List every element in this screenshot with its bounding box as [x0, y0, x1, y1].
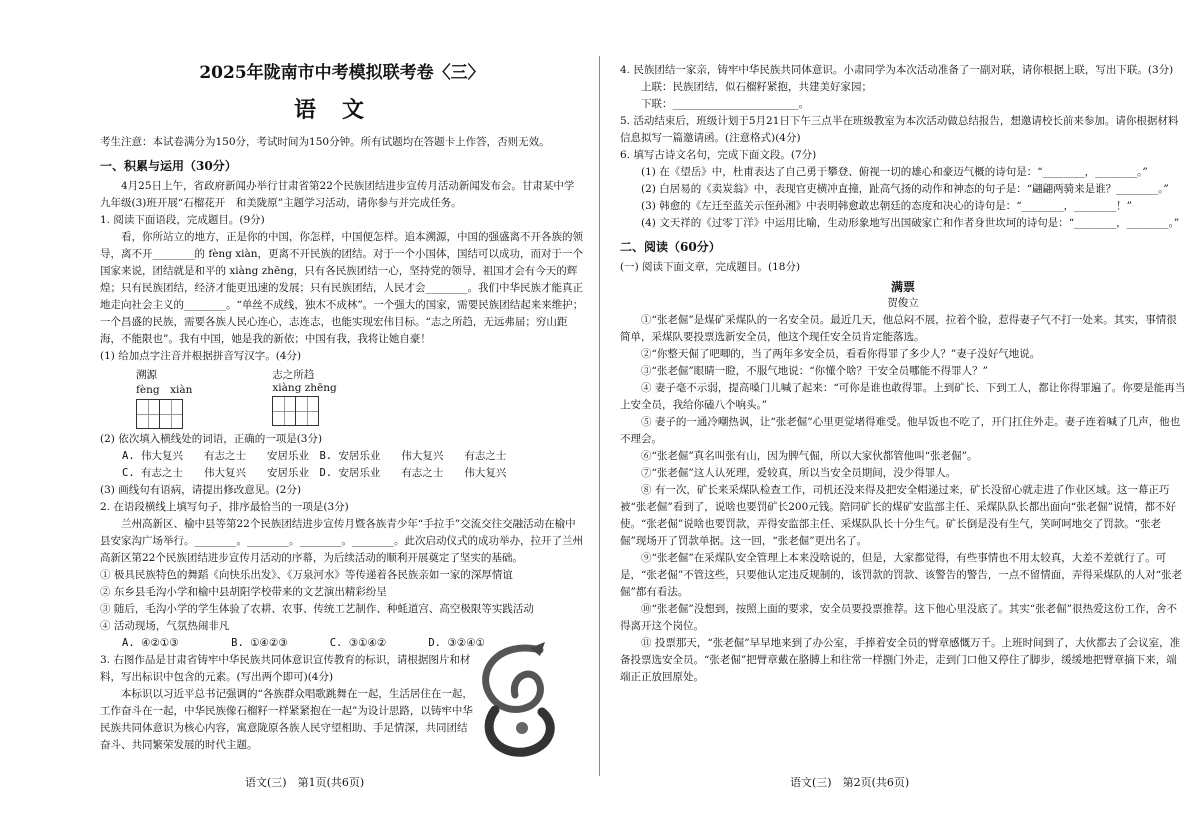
- question-6-1: (1) 在《望岳》中，杜甫表达了自己勇于攀登、俯视一切的雄心和豪迈气概的诗句是：“________，________。”: [641, 166, 1148, 178]
- exam-notice: 考生注意：本试卷满分为150分，考试时间为150分钟。所有试题均在答题卡上作答，否则无效。: [100, 136, 550, 148]
- exam-title: 2025年陇南市中考模拟联考卷〈三〉: [199, 63, 485, 83]
- pinyin-block-a: [136, 367, 192, 429]
- answer-box[interactable]: [136, 399, 160, 429]
- intro-text: 4月25日上午，省政府新闻办举行甘肃省第22个民族团结进步宣传月活动新闻发布会。甘肃某中学九年级(3)班开展“石榴花开 和美陇原”主题学习活动，请你参与并完成任务。: [100, 180, 575, 209]
- question-5: 5. 活动结束后，班级计划于5月21日下午三点半在班级教室为本次活动做总结报告，想邀请校长前来参加。请你根据材料信息拟写一篇邀请函。(注意格式)(4分): [620, 115, 1179, 144]
- option-ab: A. 伟大复兴 有志之士 安居乐业 B. 安居乐业 伟大复兴 有志之士: [122, 450, 507, 462]
- page-2: [600, 0, 1200, 820]
- couplet-lower: 下联：________________________。: [641, 98, 809, 110]
- section-heading-2: 二、阅读（60分）: [620, 240, 721, 254]
- answer-box[interactable]: [295, 396, 319, 426]
- story-paragraph: ③“张老倔”眼睛一瞪，不服气地说：“你懂个啥？干安全员哪能不得罪人？”: [641, 365, 988, 377]
- sentence-4: ④ 活动现场，气氛热闹非凡: [100, 620, 230, 632]
- answer-box[interactable]: [159, 399, 183, 429]
- question-1: 1. 阅读下面语段，完成题目。(9分): [100, 214, 265, 226]
- passage-2: 兰州高新区、榆中县等第22个民族团结进步宣传月暨各族青少年“手拉手”交流交往交融活动在榆中县安家沟广场举行。________。________。________。________。此次启动仪式的成功举办，拉开了兰州高新区第22个民族团结进步宣传月活动的序幕，为后续活动的顺利开展奠定了坚实的基础。: [100, 518, 583, 564]
- question-6-2: (2) 白居易的《卖炭翁》中，表现官吏横冲直撞，趾高气扬的动作和神态的句子是：“翩翩两骑来是谁？________。”: [641, 183, 1169, 195]
- sentence-1: ① 极具民族特色的舞蹈《向快乐出发》、《万泉河水》等传递着各民族亲如一家的深厚情谊: [100, 569, 513, 581]
- story-paragraph: ④ 妻子毫不示弱，提高嗓门儿喊了起来：“可你是谁也敢得罪。上到矿长、下到工人，都让你得罪遍了。你要是能再当上安全员，我给你磕八个响头。”: [620, 382, 1186, 411]
- couplet-upper: 上联：民族团结，似石榴籽紧抱，共建美好家园；: [641, 81, 872, 93]
- story-paragraph: ②“你整天倔了吧唧的，当了两年多安全员，看看你得罪了多少人？”妻子没好气地说。: [641, 348, 1041, 360]
- question-1-1: (1) 给加点字注音并根据拼音写汉字。(4分): [100, 350, 302, 362]
- subject-title: 语文: [293, 97, 390, 123]
- word-a: 溯源: [136, 369, 157, 381]
- story-author: 贺俊立: [887, 297, 919, 309]
- sentence-2: ② 东乡县毛沟小学和榆中县胡阳学校带来的文艺演出精彩纷呈: [100, 586, 387, 598]
- question-2-options: A. ④②①③ B. ①④②③ C. ③①④② D. ③②④①: [122, 637, 485, 649]
- answer-boxes-b[interactable]: [272, 396, 336, 426]
- word-b: 志之所趋: [272, 369, 315, 381]
- story-paragraph: ⑪ 投票那天，“张老倔”早早地来到了办公室，手捧着安全员的臂章感慨万千。上班时间到了，大伙都去了会议室，准备投票选安全员。“张老倔”把臂章戴在胳膊上和往常一样捌门外走，走到门口他又停住了脚步，缓缓地把臂章摘下来，端端正正放回原处。: [620, 637, 1181, 683]
- story-paragraph: ⑤ 妻子的一通冷嘲热讽，让“张老倔”心里更觉堵得难受。他早饭也不吃了，开门扛住外走。妻子连着喊了几声，他也不理会。: [620, 416, 1181, 445]
- question-4: 4. 民族团结一家亲，铸牢中华民族共同体意识。小肃同学为本次活动准备了一副对联，请你根据上联，写出下联。(3分): [620, 64, 1174, 76]
- question-6: 6. 填写古诗文名句，完成下面文段。(7分): [620, 149, 817, 161]
- page-footer: 语文(三) 第2页(共6页): [790, 776, 910, 789]
- question-1-2: (2) 依次填入横线处的词语，正确的一项是(3分): [100, 433, 323, 445]
- story-paragraph: ⑦“张老倔”这人认死理，爱较真，所以当安全员期间，没少得罪人。: [641, 467, 957, 479]
- story-body: [620, 312, 1186, 686]
- pinyin-area: [100, 367, 584, 429]
- passage-3: 本标识以习近平总书记强调的“各族群众唱歌跳舞在一起，生活居住在一起，工作奋斗在一起，中华民族像石榴籽一样紧紧抱在一起”为设计思路，以铸牢中华民族共同体意识为核心内容，寓意陇原各族人民守望相助、手足情深，共同团结奋斗、共同繁荣发展的时代主题。: [100, 688, 473, 751]
- answer-boxes-a[interactable]: [136, 399, 192, 429]
- pinyin-a: fèng xiàn: [136, 384, 193, 396]
- question-1-3: (3) 画线句有语病，请提出修改意见。(2分): [100, 484, 302, 496]
- answer-box[interactable]: [272, 396, 296, 426]
- question-3: 3. 右图作品是甘肃省铸牢中华民族共同体意识宣传教育的标识，请根据图片和材料，写出标识中包含的元素。(写出两个即可)(4分): [100, 654, 471, 683]
- pinyin-block-b: [272, 367, 336, 429]
- passage-1: 看，你所站立的地方，正是你的中国，你怎样，中国便怎样。追本溯源，中国的强盛离不开各族的领导，离不开________的 fèng xiàn，更离不开民族的团结。对于一个小国体，国结可以成功，而对于一个国家来说，团结就是和平的 xiàng zhēng，只有各民族团结一心，坚持党的领导，祖国才会有今天的辉煌；只有民族团结，经济才能更迅速的发展；只有民族团结，人民才会________。我们中华民族才能真正地走向社会主义的________。“单丝不成线，独木不成林”。一个强大的国家，需要民族团结起来来维护；一个昌盛的民族，需要各族人民心连心，志连志，也能实现宏伟目标。“志之所趋，无远弗届；穷山距海，不能限也”。我有中国，她是我的新依；中国有我，我将让她自豪！: [100, 231, 584, 345]
- story-paragraph: ①“张老倔”是煤矿采煤队的一名安全员。最近几天，他总闷不展，拉着个脸，惹得妻子气不打一处来。其实，事情很简单，采煤队要投票选新安全员，他这个现任安全员肯定能落选。: [620, 314, 1177, 343]
- story-paragraph: ⑥“张老倔”真名叫张有山，因为脾气倔，所以大家伙都管他叫“张老倔”。: [641, 450, 978, 462]
- question-6-3: (3) 韩愈的《左迁至蓝关示侄孙湘》中表明韩愈敢忠朝廷的态度和决心的诗句是：“________，________！”: [641, 200, 1132, 212]
- pinyin-b: xiàng zhēng: [272, 382, 337, 394]
- page-footer: 语文(三) 第1页(共6页): [245, 776, 365, 789]
- reading-1-heading: (一) 阅读下面文章，完成题目。(18分): [620, 261, 801, 273]
- story-paragraph: ⑧ 有一次，矿长来采煤队检查工作，司机还没来得及把安全帽递过来，矿长没留心就走进了作业区域。这一幕正巧被“张老倔”看到了，说啥也要罚矿长200元钱。陪同矿长的煤矿安监部主任、采煤队队长都出面向“张老倔”说情，都不好使。“张老倔”说啥也要罚款，弄得安监部主任、采煤队队长十分生气。矿长倒是没有生气，笑呵呵地交了罚款。“张老倔”现场开了罚款单据。这一回，“张老倔”更出名了。: [620, 484, 1177, 547]
- option-cd: C. 有志之士 伟大复兴 安居乐业 D. 安居乐业 有志之士 伟大复兴: [122, 467, 507, 479]
- story-paragraph: ⑩“张老倔”没想到，按照上面的要求，安全员要投票推荐。这下他心里没底了。其实“张老倔”很热爱这份工作，舍不得离开这个岗位。: [620, 603, 1177, 632]
- question-2: 2. 在语段横线上填写句子，排序最恰当的一项是(3分): [100, 501, 349, 513]
- sentence-3: ③ 随后，毛沟小学的学生体验了农耕、农事、传统工艺制作、种蚝道宫、高空极限等实践活动: [100, 603, 534, 615]
- pomegranate-dragon-emblem-icon: [470, 640, 565, 760]
- story-paragraph: ⑨“张老倔”在采煤队安全管理上本来没啥说的，但是，大家都觉得，有些事情也不用太较真，大差不差就行了。可是，“张老倔”不管这些，只要他认定违反规制的，该罚款的罚款、该警告的警告，一点不留情面，弄得采煤队的人对“张老倔”都有看法。: [620, 552, 1183, 598]
- section-heading-1: 一、积累与运用（30分）: [100, 159, 237, 173]
- question-6-4: (4) 文天祥的《过零丁洋》中运用比喻，生动形象地写出国破家亡和作者身世坎坷的诗句是：“________，________。”: [641, 217, 1180, 229]
- story-title: 满票: [890, 280, 915, 294]
